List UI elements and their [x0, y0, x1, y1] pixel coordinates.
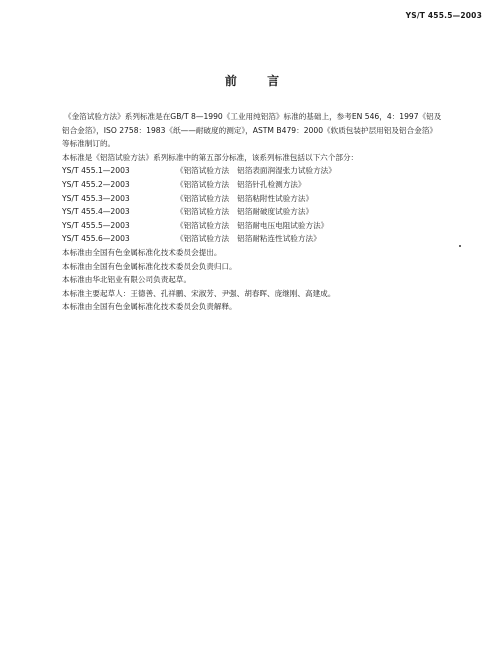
part-code: YS/T 455.6—2003 [62, 234, 130, 244]
stray-mark [459, 245, 461, 247]
part-series: 《铝箔试验方法 [176, 220, 230, 230]
list-item [62, 164, 442, 178]
part-series: 《铝箔试验方法 [176, 193, 230, 203]
part-code: YS/T 455.3—2003 [62, 193, 130, 203]
intro-paragraph: 《金箔试验方法》系列标准是在GB/T 8—1990《工业用纯铝箔》标准的基础上，参考EN 546，4：1997《铝及铝合金箔》，ISO 2758：1983《纸——耐破度的测定》，ASTM B479：2000《软质包装护层用铝及铝合金箔》等标准制订的。 [62, 112, 442, 149]
part-code: YS/T 455.4—2003 [62, 207, 130, 217]
proposer-line: 本标准由全国有色金属标准化技术委员会提出。 [62, 247, 222, 257]
part-code: YS/T 455.1—2003 [62, 166, 130, 176]
standard-code: YS/T 455.5—2003 [405, 11, 482, 20]
interpreter-line: 本标准由全国有色金属标准化技术委员会负责解释。 [62, 302, 237, 312]
series-intro-paragraph: 本标准是《铝箔试验方法》系列标准中的第五部分标准，该系列标准包括以下六个部分： [62, 152, 359, 162]
part-name: 铝箔耐粘连性试验方法》 [237, 234, 321, 244]
list-item [62, 205, 442, 219]
part-name: 铝箔表面润湿张力试验方法》 [237, 166, 336, 176]
part-series: 《铝箔试验方法 [176, 166, 230, 176]
part-code: YS/T 455.5—2003 [62, 220, 130, 230]
part-series: 《铝箔试验方法 [176, 234, 230, 244]
list-item [62, 178, 442, 192]
parts-list [62, 164, 442, 246]
drafter-line: 本标准由华北铝业有限公司负责起草。 [62, 275, 192, 285]
part-series: 《铝箔试验方法 [176, 179, 230, 189]
part-name: 铝箔针孔检测方法》 [237, 179, 306, 189]
list-item [62, 192, 442, 206]
list-item [62, 219, 442, 233]
document-body [62, 110, 442, 314]
page-title: 前 言 [224, 74, 280, 88]
part-name: 铝箔粘附性试验方法》 [237, 193, 314, 203]
part-name: 铝箔耐破度试验方法》 [237, 207, 314, 217]
part-code: YS/T 455.2—2003 [62, 179, 130, 189]
part-series: 《铝箔试验方法 [176, 207, 230, 217]
list-item [62, 232, 442, 246]
administrator-line: 本标准由全国有色金属标准化技术委员会负责归口。 [62, 261, 237, 271]
part-name: 铝箔耐电压电阻试验方法》 [237, 220, 329, 230]
authors-line: 本标准主要起草人：王德善、孔祥鹏、宋淑芳、尹强、胡春晖、庞继刚、高建成。 [62, 288, 336, 298]
